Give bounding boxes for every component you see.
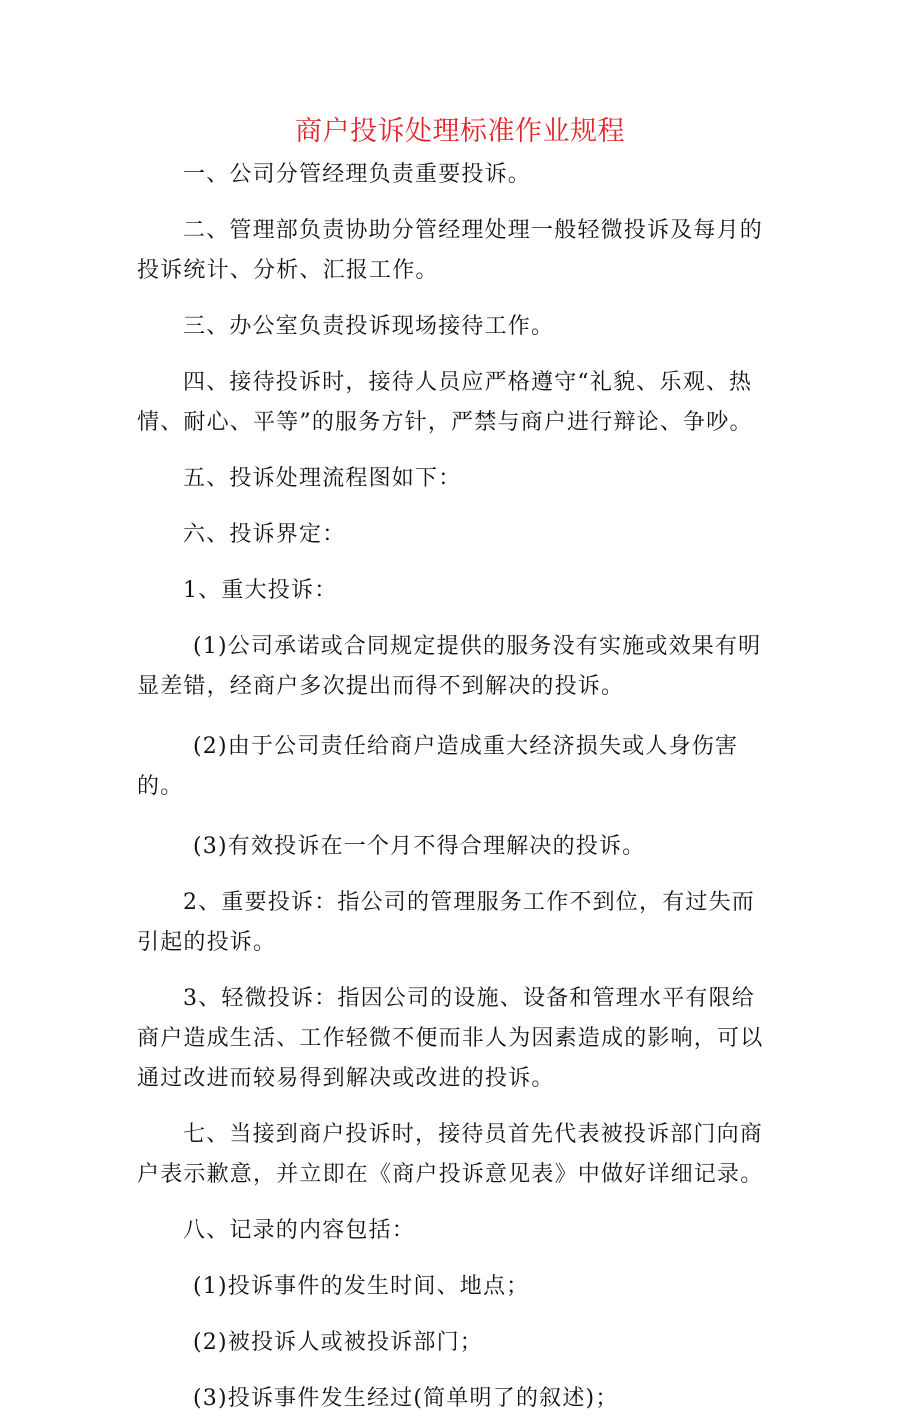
paragraph-13: 七、当接到商户投诉时，接待员首先代表被投诉部门向商户表示歉意，并立即在《商户投诉意见表》中做好详细记录。 <box>137 1122 764 1187</box>
paragraph-10: (3)有效投诉在一个月不得合理解决的投诉。 <box>193 834 646 859</box>
paragraph-17: (3)投诉事件发生经过(简单明了的叙述)； <box>193 1386 619 1411</box>
paragraph-1: 一、公司分管经理负责重要投诉。 <box>183 162 532 187</box>
paragraph-11: 2、重要投诉：指公司的管理服务工作不到位，有过失而引起的投诉。 <box>137 890 755 955</box>
paragraph-5: 五、投诉处理流程图如下： <box>183 466 462 491</box>
paragraph-14: 八、记录的内容包括： <box>183 1218 416 1243</box>
paragraph-4: 四、接待投诉时，接待人员应严格遵守“礼貌、乐观、热情、耐心、平等”的服务方针，严禁与商户进行辩论、争吵。 <box>137 370 753 435</box>
paragraph-15: (1)投诉事件的发生时间、地点； <box>193 1274 530 1299</box>
document-body <box>137 155 777 1419</box>
paragraph-16: (2)被投诉人或被投诉部门； <box>193 1330 483 1355</box>
paragraph-6: 六、投诉界定： <box>183 522 346 547</box>
paragraph-3: 三、办公室负责投诉现场接待工作。 <box>183 314 555 339</box>
document-title: 商户投诉处理标准作业规程 <box>295 116 625 147</box>
paragraph-12: 3、轻微投诉：指因公司的设施、设备和管理水平有限给商户造成生活、工作轻微不便而非人为因素造成的影响，可以通过改进而较易得到解决或改进的投诉。 <box>137 986 764 1091</box>
paragraph-9: (2)由于公司责任给商户造成重大经济损失或人身伤害的。 <box>137 734 739 799</box>
paragraph-8: (1)公司承诺或合同规定提供的服务没有实施或效果有明显差错，经商户多次提出而得不到解决的投诉。 <box>137 634 762 699</box>
paragraph-7: 1、重大投诉： <box>183 578 338 603</box>
paragraph-2: 二、管理部负责协助分管经理处理一般轻微投诉及每月的投诉统计、分析、汇报工作。 <box>137 218 764 283</box>
